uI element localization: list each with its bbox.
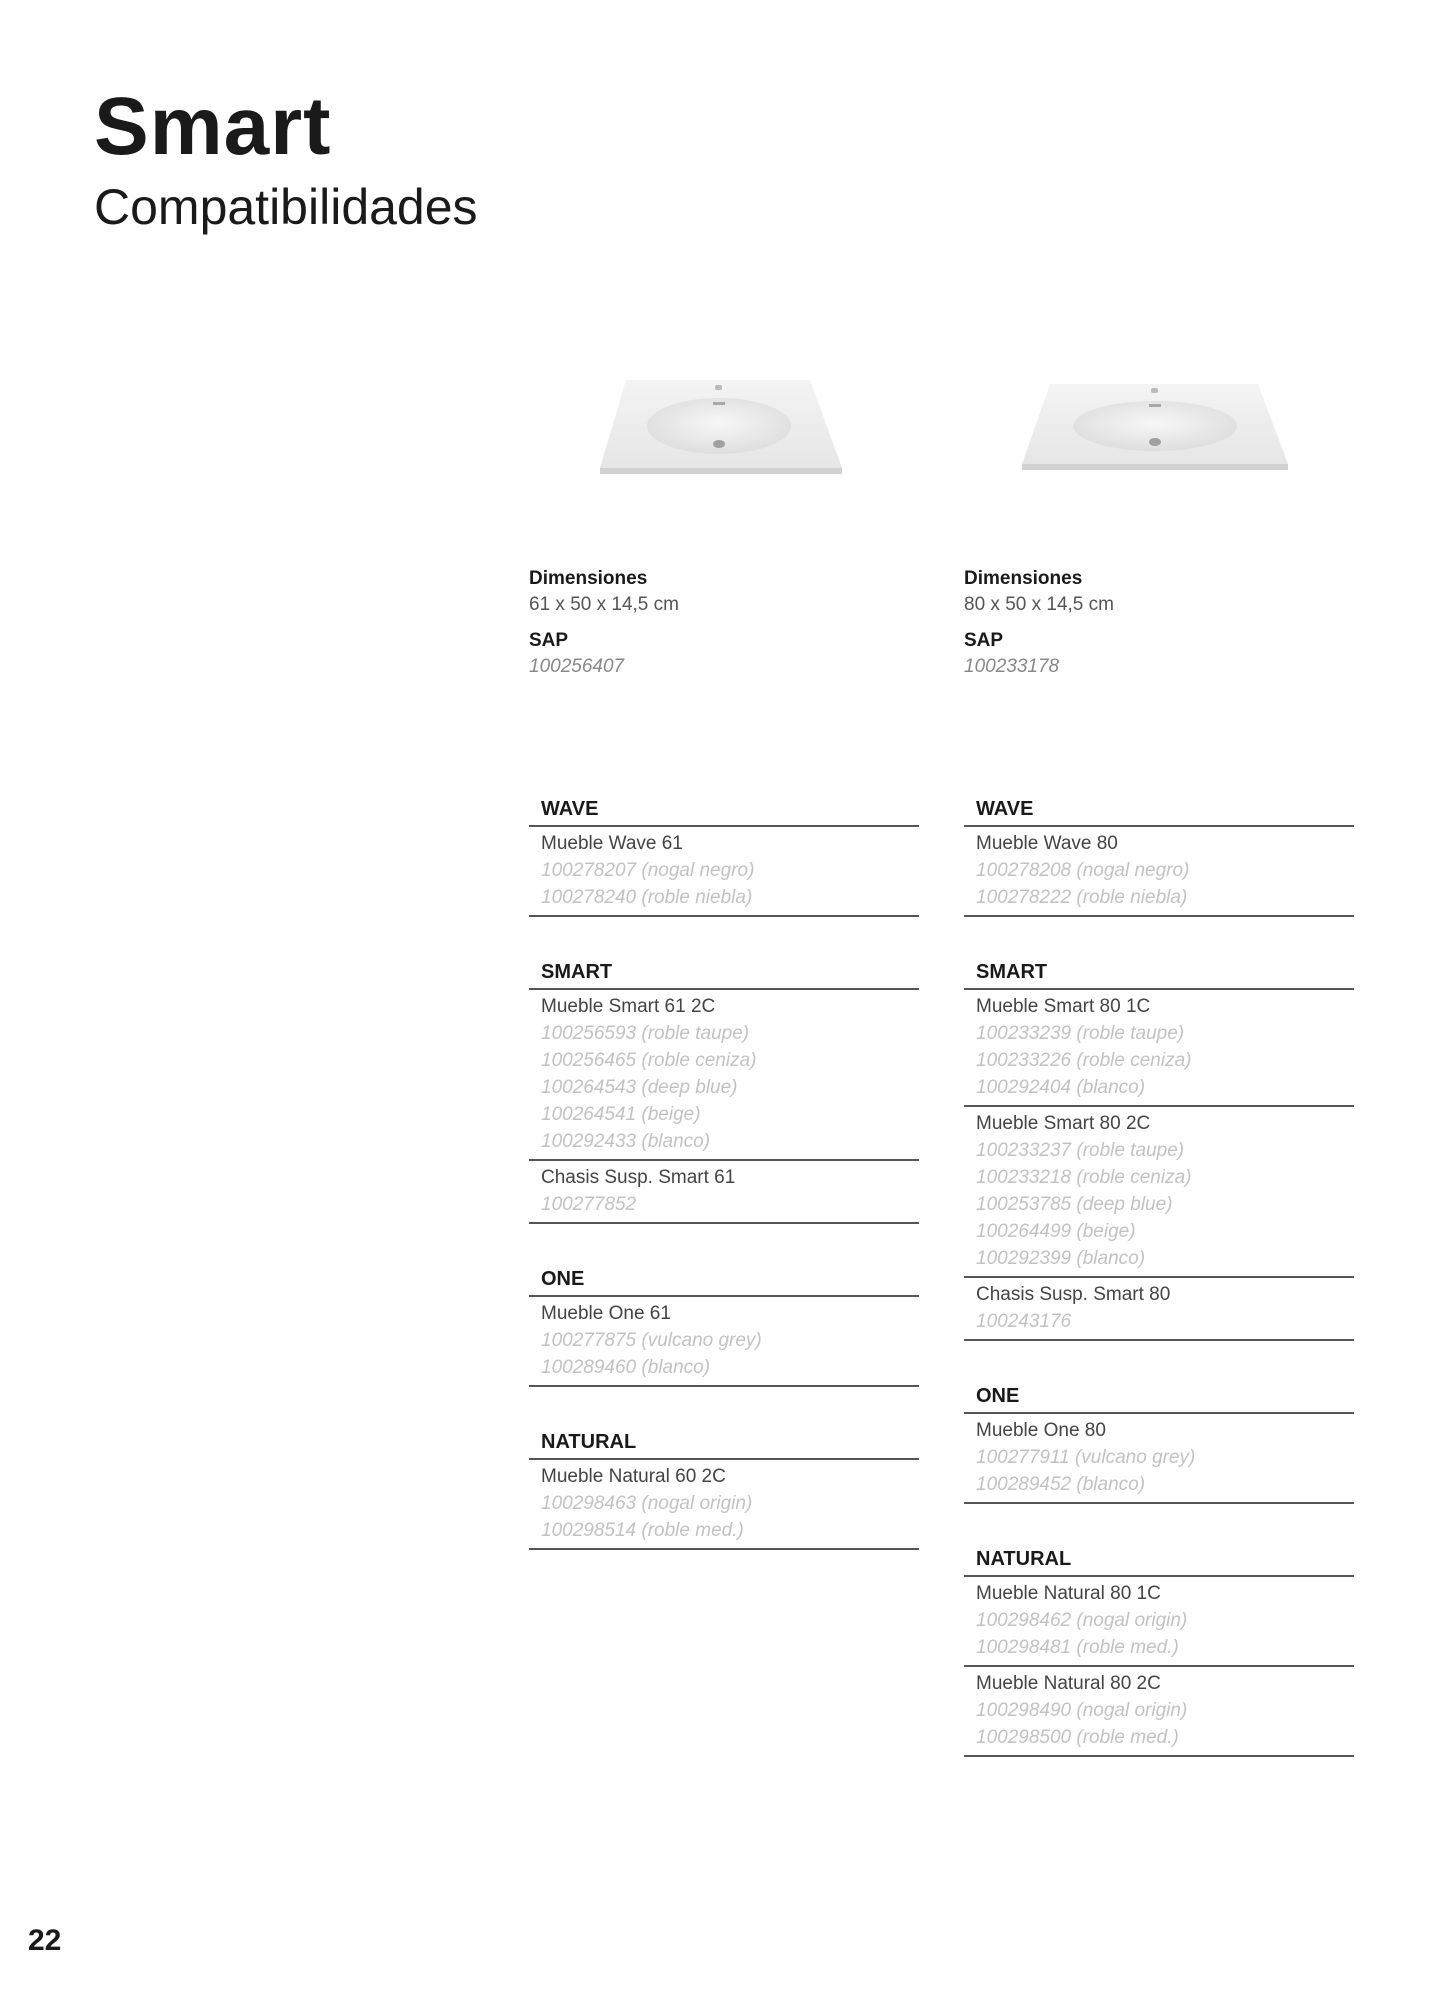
item-code: 100264541 (beige) [541, 1104, 701, 1125]
item-name: Mueble One 61 [541, 1303, 671, 1324]
item-code: 100278208 (nogal negro) [976, 860, 1190, 881]
item-code: 100298481 (roble med.) [976, 1637, 1179, 1658]
compat-group-wave [964, 796, 1354, 917]
list-item [529, 1161, 919, 1224]
item-code: 100264499 (beige) [976, 1221, 1136, 1242]
item-name: Mueble Wave 80 [976, 833, 1118, 854]
sap-value: 100233178 [964, 656, 1060, 677]
item-code: 100289460 (blanco) [541, 1357, 711, 1378]
item-code: 100233239 (roble taupe) [976, 1023, 1185, 1044]
item-name: Mueble Smart 80 2C [976, 1113, 1151, 1134]
item-code: 100256465 (roble ceniza) [541, 1050, 757, 1071]
list-item [529, 990, 919, 1161]
item-code: 100298463 (nogal origin) [541, 1493, 753, 1514]
item-code: 100233218 (roble ceniza) [976, 1167, 1192, 1188]
list-item [529, 1460, 919, 1550]
item-code: 100292433 (blanco) [541, 1131, 711, 1152]
compat-group-smart [529, 959, 919, 1224]
sap-label: SAP [964, 630, 1004, 651]
page-title: Smart [94, 81, 332, 172]
item-name: Mueble Natural 80 2C [976, 1673, 1161, 1694]
group-title: WAVE [529, 796, 919, 827]
compatibility-list-61 [529, 796, 919, 1592]
item-code: 100243176 [976, 1311, 1072, 1332]
item-code: 100298490 (nogal origin) [976, 1700, 1188, 1721]
compat-group-one [529, 1266, 919, 1387]
dimensions-label: Dimensiones [964, 568, 1083, 589]
item-code: 100233237 (roble taupe) [976, 1140, 1185, 1161]
item-code: 100278207 (nogal negro) [541, 860, 755, 881]
sap-label: SAP [529, 630, 569, 651]
item-name: Mueble Natural 80 1C [976, 1583, 1161, 1604]
product-specs-61 [529, 566, 919, 680]
group-title: NATURAL [529, 1429, 919, 1460]
item-name: Chasis Susp. Smart 61 [541, 1167, 736, 1188]
list-item [964, 1414, 1354, 1504]
list-item [964, 1107, 1354, 1278]
page-subtitle: Compatibilidades [94, 179, 478, 235]
item-code: 100233226 (roble ceniza) [976, 1050, 1192, 1071]
item-name: Mueble Natural 60 2C [541, 1466, 726, 1487]
item-code: 100292404 (blanco) [976, 1077, 1146, 1098]
group-title: SMART [964, 959, 1354, 990]
washbasin-61-image [598, 378, 844, 478]
list-item [964, 1577, 1354, 1667]
dimensions-value: 61 x 50 x 14,5 cm [529, 594, 679, 615]
item-code: 100264543 (deep blue) [541, 1077, 738, 1098]
list-item [964, 1667, 1354, 1757]
compat-group-wave [529, 796, 919, 917]
item-code: 100298514 (roble med.) [541, 1520, 744, 1541]
item-name: Chasis Susp. Smart 80 [976, 1284, 1171, 1305]
compat-group-natural [529, 1429, 919, 1550]
group-title: SMART [529, 959, 919, 990]
compatibility-list-80 [964, 796, 1354, 1799]
washbasin-80-image [1020, 382, 1290, 474]
item-code: 100256593 (roble taupe) [541, 1023, 750, 1044]
item-code: 100277852 [541, 1194, 637, 1215]
group-title: ONE [529, 1266, 919, 1297]
item-code: 100277911 (vulcano grey) [976, 1447, 1196, 1468]
list-item [964, 990, 1354, 1107]
item-code: 100278222 (roble niebla) [976, 887, 1188, 908]
item-code: 100289452 (blanco) [976, 1474, 1146, 1495]
item-code: 100277875 (vulcano grey) [541, 1330, 762, 1351]
group-title: WAVE [964, 796, 1354, 827]
item-name: Mueble One 80 [976, 1420, 1106, 1441]
item-name: Mueble Smart 61 2C [541, 996, 716, 1017]
item-code: 100278240 (roble niebla) [541, 887, 753, 908]
compat-group-natural [964, 1546, 1354, 1757]
list-item [964, 827, 1354, 917]
list-item [529, 827, 919, 917]
item-name: Mueble Wave 61 [541, 833, 683, 854]
dimensions-value: 80 x 50 x 14,5 cm [964, 594, 1114, 615]
item-code: 100253785 (deep blue) [976, 1194, 1173, 1215]
list-item [964, 1278, 1354, 1341]
sap-value: 100256407 [529, 656, 625, 677]
page-number: 22 [28, 1924, 62, 1957]
item-name: Mueble Smart 80 1C [976, 996, 1151, 1017]
compat-group-smart [964, 959, 1354, 1341]
compat-group-one [964, 1383, 1354, 1504]
group-title: NATURAL [964, 1546, 1354, 1577]
group-title: ONE [964, 1383, 1354, 1414]
list-item [529, 1297, 919, 1387]
item-code: 100298462 (nogal origin) [976, 1610, 1188, 1631]
dimensions-label: Dimensiones [529, 568, 648, 589]
item-code: 100298500 (roble med.) [976, 1727, 1179, 1748]
product-specs-80 [964, 566, 1354, 680]
item-code: 100292399 (blanco) [976, 1248, 1146, 1269]
